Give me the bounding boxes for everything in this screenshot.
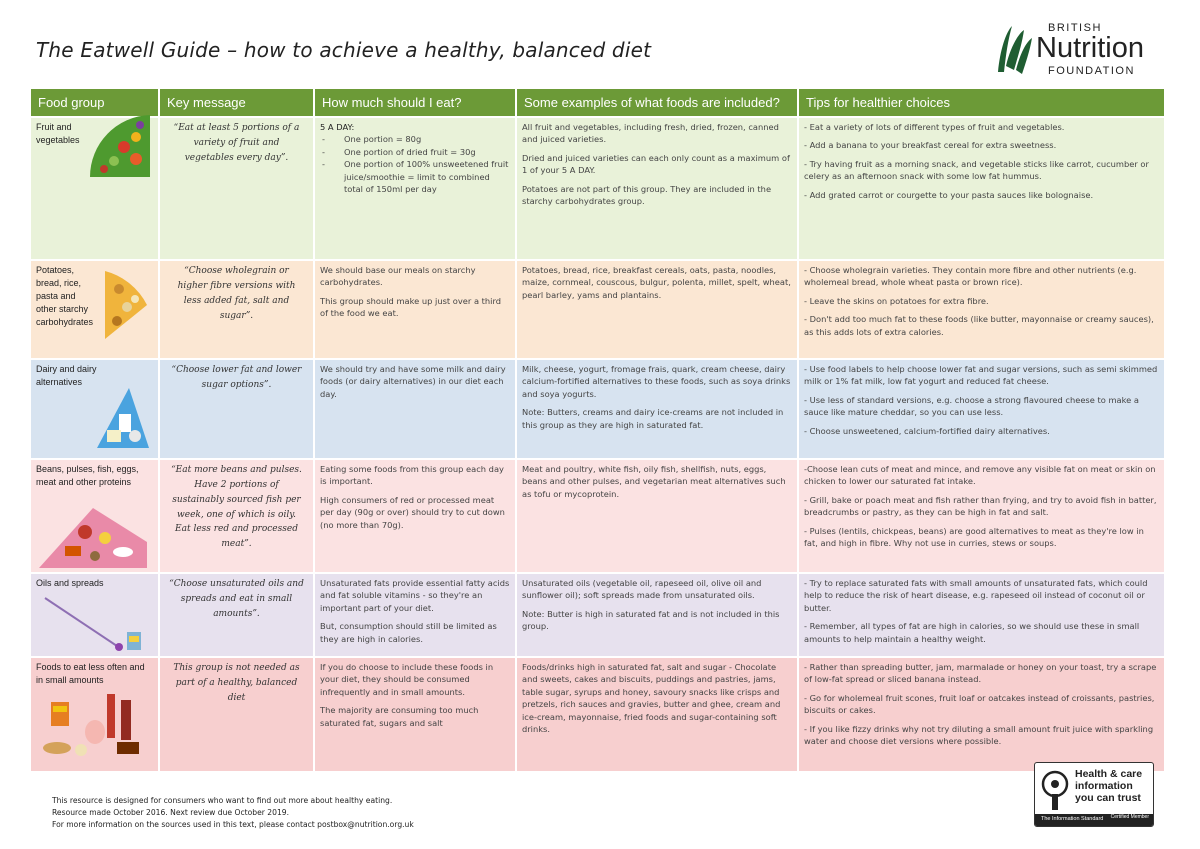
tip-text: - Leave the skins on potatoes for extra fibre.: [804, 295, 989, 306]
badge-line: you can trust: [1075, 792, 1141, 805]
badge-line: Health & care: [1075, 768, 1143, 780]
starchy-carbs-segment-icon: [101, 269, 151, 341]
bnf-logo: [992, 18, 1167, 80]
logo-line-2: Nutrition: [1036, 32, 1144, 64]
badge-cert-label: Certified Member: [1110, 814, 1149, 820]
example-text: Potatoes, bread, rice, breakfast cereals, oats, pasta, noodles, maize, cornmeal, couscous, bulgur, polenta, millet, spelt, wheat, pearl barley, yams and plantains.: [522, 265, 791, 300]
footer-line: This resource is designed for consumers who want to find out more about healthy eating.: [52, 796, 393, 805]
footer-line: For more information on the sources used in this text, please contact postbox@nutrition.org.uk: [52, 819, 414, 829]
tip-text: - Add a banana to your breakfast cereal for extra sweetness.: [804, 140, 1057, 151]
key-message: “Choose lower fat and lower sugar options”.: [159, 359, 314, 459]
how-much-text: But, consumption should still be limited as they are high in calories.: [320, 621, 497, 644]
tip-text: - Choose wholegrain varieties. They contain more fibre and other nutrients (e.g. wholemeal bread, whole wheat pasta or brown rice).: [804, 265, 1137, 288]
list-item: - One portion = 80g: [320, 133, 510, 145]
table-row: [31, 117, 1165, 260]
tip-text: - Try having fruit as a morning snack, and vegetable sticks like carrot, cucumber or celery as an afternoon snack with some low fat hummus.: [804, 158, 1149, 182]
how-much-text: The majority are consuming too much saturated fat, sugars and salt: [320, 705, 479, 728]
example-text: Foods/drinks high in saturated fat, salt and sugar - Chocolate and sweets, cakes and biscuits, puddings and pastries, jams, table sugar, syrups and honey, savoury snacks like crisps and pretzels, rich sauces and gravies, butter and ghee, cream and ice-cream, mayonnaise, fried foods and sugar-containing soft drinks.: [522, 662, 781, 735]
tip-text: - Choose unsweetened, calcium-fortified dairy alternatives.: [804, 425, 1050, 436]
tip-text: - Rather than spreading butter, jam, marmalade or honey on your toast, try a scrape of low-fat spread or sliced banana instead.: [804, 662, 1157, 685]
example-text: Unsaturated oils (vegetable oil, rapeseed oil, olive oil and sunflower oil); soft spreads made from unsaturated oils.: [522, 578, 762, 601]
tip-text: - Use less of standard versions, e.g. choose a strong flavoured cheese to make a sauce like mature cheddar, so you can use less.: [804, 394, 1139, 418]
how-much-title: 5 A DAY:: [320, 122, 355, 132]
header-key-message: Key message: [159, 89, 314, 117]
footer-line: Resource made October 2016. Next review due October 2019.: [52, 807, 290, 817]
key-message: “Choose unsaturated oils and spreads and eat in small amounts”.: [159, 573, 314, 657]
table-row: [31, 459, 1165, 573]
information-standard-icon: [1041, 770, 1069, 812]
tip-text: - Remember, all types of fat are high in calories, so we should use these in small amounts to help maintain a healthy weight.: [804, 621, 1140, 644]
bnf-logo-icon: [992, 20, 1034, 78]
how-much-text: We should try and have some milk and dairy foods (or dairy alternatives) in our diet each day.: [320, 364, 506, 399]
tip-text: - Use food labels to help choose lower fat and sugar versions, such as semi skimmed milk or 1% fat milk, low fat yogurt and reduced fat cheese.: [804, 364, 1158, 387]
how-much-text: High consumers of red or processed meat per day (90g or over) should try to cut down (no more than 70g).: [320, 494, 505, 530]
badge-line: information: [1075, 780, 1133, 793]
tip-text: - Try to replace saturated fats with small amounts of unsaturated fats, which could help to reduce the risk of heart disease, e.g. rapeseed oil instead of coconut oil or butter.: [804, 578, 1148, 613]
header-how-much: How much should I eat?: [314, 89, 516, 117]
tip-text: - Eat a variety of lots of different types of fruit and vegetables.: [804, 122, 1065, 132]
footer-note: [52, 795, 414, 830]
badge-bar-label: The Information Standard: [1041, 816, 1104, 822]
logo-line-3: FOUNDATION: [1048, 65, 1135, 77]
food-group-label: Foods to eat less often and in small amounts: [36, 662, 145, 686]
example-text: Note: Butters, creams and dairy ice-creams are not included in this group as they are high in saturated fat.: [522, 407, 784, 430]
tip-text: -Choose lean cuts of meat and mince, and remove any visible fat on meat or skin on chicken to lower our saturated fat intake.: [804, 464, 1156, 487]
how-much-text: This group should make up just over a third of the food we eat.: [320, 295, 502, 319]
list-item: - One portion of dried fruit = 30g: [320, 146, 510, 158]
how-much-text: Unsaturated fats provide essential fatty acids and fat soluble vitamins - so they're an important part of your diet.: [320, 578, 510, 613]
oils-spreads-segment-icon: [39, 594, 149, 654]
how-much-text: Eating some foods from this group each day is important.: [320, 464, 504, 487]
list-item: - One portion of 100% unsweetened fruit juice/smoothie = limit to combined total of 150ml per day: [320, 158, 510, 195]
table-row: [31, 573, 1165, 657]
eatwell-table: [31, 89, 1166, 771]
tip-text: - Don't add too much fat to these foods (like butter, mayonnaise or creamy sauces), as this adds lots of extra calories.: [804, 314, 1154, 337]
food-group-label: Fruit and vegetables: [36, 122, 80, 146]
key-message: “Choose wholegrain or higher fibre versions with less added fat, salt and sugar”.: [159, 260, 314, 359]
food-group-label: Oils and spreads: [36, 578, 104, 588]
fruit-veg-segment-icon: [84, 111, 154, 181]
tip-text: - Go for wholemeal fruit scones, fruit loaf or oatcakes instead of croissants, pastries, biscuits or cakes.: [804, 692, 1155, 716]
header-food-group: Food group: [31, 89, 159, 117]
table-row: [31, 359, 1165, 459]
key-message: This group is not needed as part of a healthy, balanced diet: [159, 657, 314, 771]
how-much-list: [320, 133, 510, 195]
key-message: “Eat at least 5 portions of a variety of fruit and vegetables every day”.: [159, 117, 314, 260]
tip-text: - Grill, bake or poach meat and fish rather than frying, and try to avoid fish in batter, breadcrumbs or pastry, as they can be high in fat and salt.: [804, 494, 1157, 518]
table-header-row: [31, 89, 1165, 117]
table-row: [31, 657, 1165, 771]
food-group-label: Potatoes, bread, rice, pasta and other starchy carbohydrates: [36, 265, 94, 328]
header-tips: Tips for healthier choices: [798, 89, 1165, 117]
key-message: “Eat more beans and pulses. Have 2 portions of sustainably sourced fish per week, one of which is oily. Eat less red and processed meat”.: [159, 459, 314, 573]
example-text: Milk, cheese, yogurt, fromage frais, quark, cream cheese, dairy calcium-fortified alternatives to these foods, such as soya drinks and soya yogurts.: [522, 364, 791, 399]
dairy-segment-icon: [89, 386, 153, 452]
example-text: Note: Butter is high in saturated fat and is not included in this group.: [522, 608, 780, 632]
treats-foods-icon: [37, 692, 149, 762]
page-title: The Eatwell Guide – how to achieve a healthy, balanced diet: [36, 38, 652, 62]
how-much-text: We should base our meals on starchy carbohydrates.: [320, 265, 476, 288]
logo-line-1: BRITISH: [1048, 22, 1102, 34]
tip-text: - If you like fizzy drinks why not try diluting a small amount fruit juice with sparkling water and choose diet versions where possible.: [804, 723, 1154, 747]
information-standard-badge: [1034, 762, 1154, 827]
example-text: Dried and juiced varieties can each only count as a maximum of 1 of your 5 A DAY.: [522, 152, 790, 176]
food-group-label: Beans, pulses, fish, eggs, meat and other proteins: [36, 464, 139, 488]
tip-text: - Pulses (lentils, chickpeas, beans) are good alternatives to meat as they're low in fat, and high in fibre. Why not use in curries, stews or soups.: [804, 525, 1144, 549]
how-much-text: If you do choose to include these foods in your diet, they should be consumed infrequently and in small amounts.: [320, 662, 494, 697]
example-text: Meat and poultry, white fish, oily fish, shellfish, nuts, eggs, beans and other pulses, and vegetarian meat alternatives such as tofu or mycoprotein.: [522, 464, 786, 499]
example-text: Potatoes are not part of this group. They are included in the starchy carbohydrates group.: [522, 183, 772, 207]
example-text: All fruit and vegetables, including fresh, dried, frozen, canned and juiced varieties.: [522, 122, 779, 145]
proteins-segment-icon: [35, 502, 151, 572]
header-examples: Some examples of what foods are included?: [516, 89, 798, 117]
food-group-label: Dairy and dairy alternatives: [36, 364, 97, 388]
tip-text: - Add grated carrot or courgette to your pasta sauces like bolognaise.: [804, 189, 1094, 200]
table-row: [31, 260, 1165, 359]
